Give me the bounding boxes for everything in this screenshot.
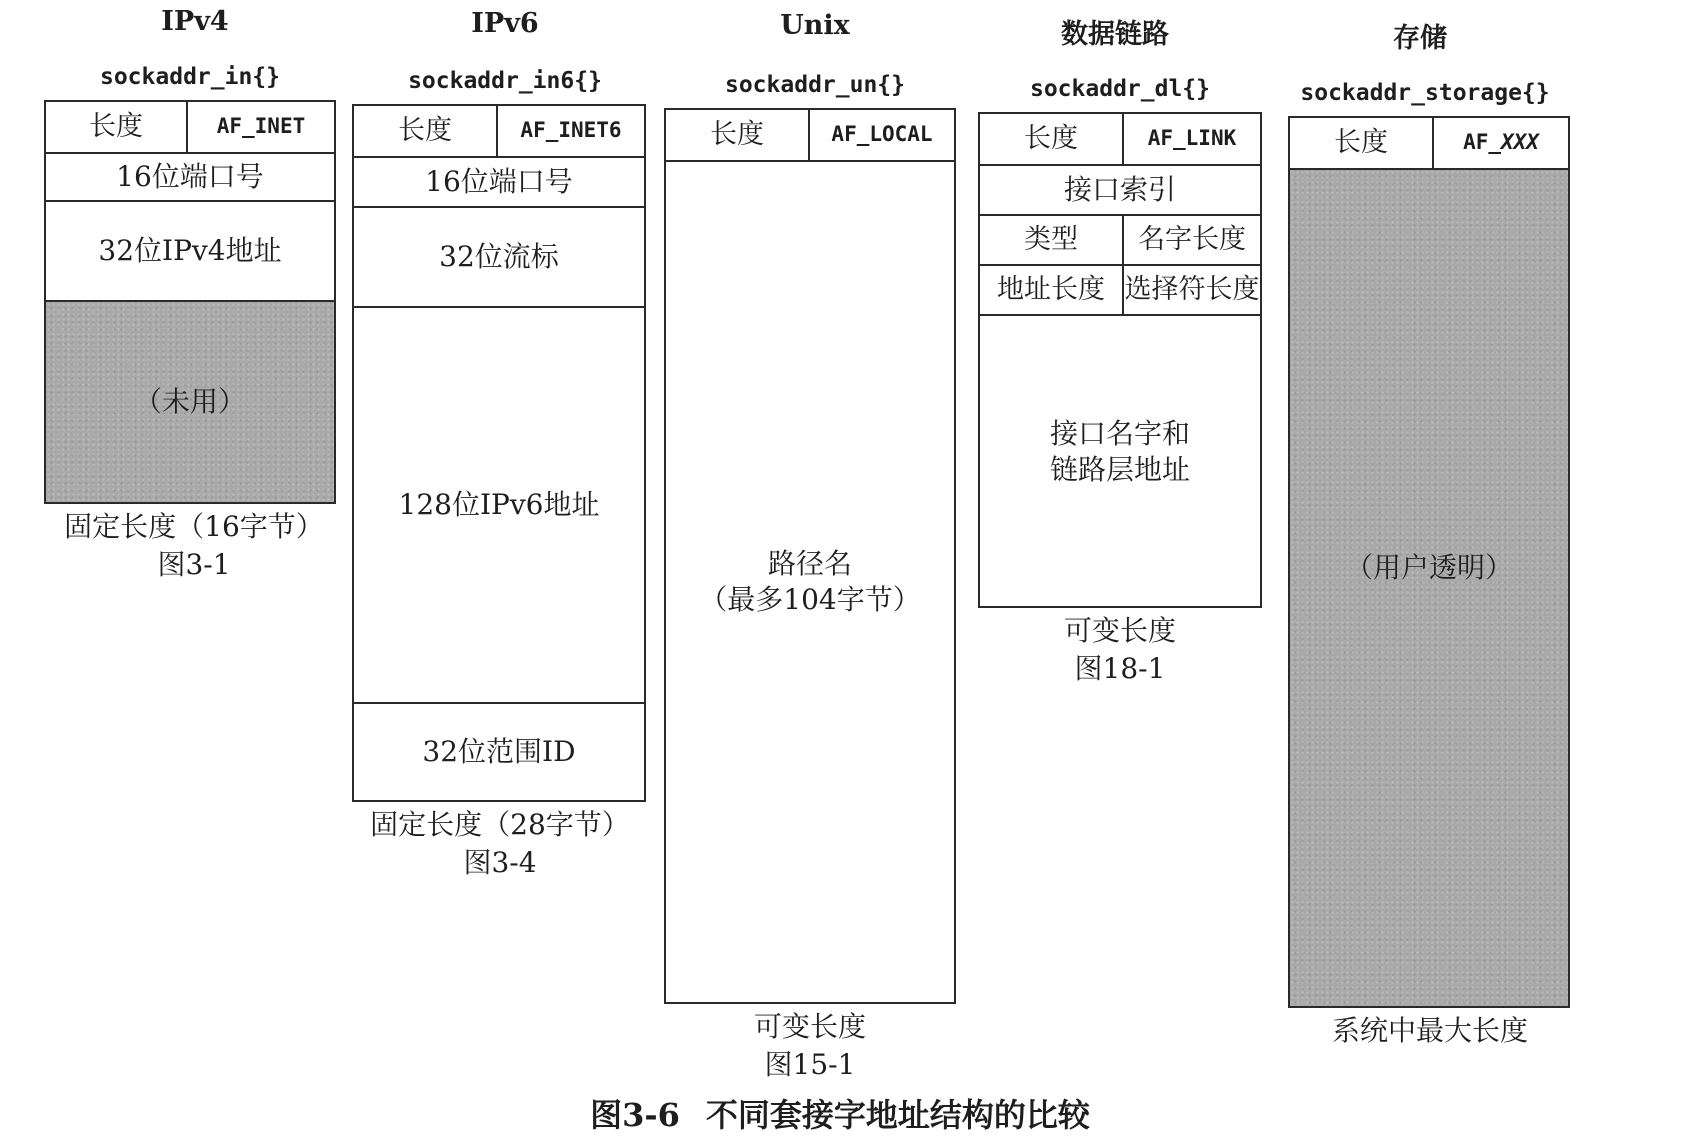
name-length-field: 名字长度 [1122,216,1260,264]
length-field: 长度 [89,111,143,143]
pathname-max-length: （最多104字节） [699,583,921,616]
family-field [1432,118,1568,168]
family-title-ipv4: IPv4 [161,6,229,37]
address-field: 128位IPv6地址 [354,306,644,702]
caption-size: 固定长度（28字节） [370,808,630,841]
name-and-address-line-1: 接口名字和 [1049,417,1190,450]
figure-number: 图3-6 [590,1096,680,1134]
length-field: 长度 [398,115,452,147]
length-field: 长度 [1334,127,1388,159]
struct-box-ipv4 [44,100,336,504]
name-and-address-field [980,314,1260,606]
family-title-storage: 存储 [1393,23,1447,54]
caption-size: 可变长度 [753,1010,866,1043]
struct-box-ipv6 [352,104,646,802]
caption-datalink [960,612,1280,688]
caption-figure-ref: 图3-1 [157,548,231,581]
pathname-field [666,160,954,1002]
struct-name-sockaddr-un: sockaddr_un{} [724,72,905,98]
family-prefix: AF_ [1463,130,1501,155]
caption-unix [650,1008,970,1084]
unused-field: （未用） [46,300,334,502]
caption-storage [1270,1012,1590,1050]
struct-box-datalink [978,112,1262,608]
header-row [354,106,644,156]
interface-index-field: 接口索引 [980,164,1260,214]
length-field: 长度 [1024,123,1078,155]
caption-ipv6 [340,806,660,882]
family-title-ipv6: IPv6 [471,8,539,39]
struct-box-storage [1288,116,1570,1008]
family-placeholder: XXX [1501,130,1539,155]
length-field: 长度 [710,119,764,151]
family-field: AF_LOCAL [808,110,954,160]
port-field: 16位端口号 [354,156,644,206]
port-field: 16位端口号 [46,152,334,200]
caption-size: 系统中最大长度 [1331,1014,1528,1047]
address-field: 32位IPv4地址 [46,200,334,300]
figure-title: 不同套接字地址结构的比较 [705,1096,1090,1134]
struct-name-sockaddr-storage: sockaddr_storage{} [1300,80,1550,106]
header-row [666,110,954,160]
struct-name-sockaddr-in: sockaddr_in{} [99,64,280,90]
family-field: AF_INET [186,102,334,152]
caption-size: 可变长度 [1063,614,1176,647]
struct-name-sockaddr-in6: sockaddr_in6{} [408,68,602,94]
caption-figure-ref: 图18-1 [1074,652,1166,685]
type-field: 类型 [1024,224,1078,256]
caption-size: 固定长度（16字节） [64,510,324,543]
type-namelen-row [980,214,1260,264]
caption-ipv4 [34,508,354,584]
flowlabel-field: 32位流标 [354,206,644,306]
address-length-field: 地址长度 [997,274,1105,306]
header-row [1290,118,1568,168]
caption-figure-ref: 图15-1 [764,1048,856,1081]
family-field: AF_INET6 [496,106,644,156]
pathname-label: 路径名 [767,546,852,580]
selector-length-field: 选择符长度 [1122,266,1260,314]
struct-box-unix [664,108,956,1004]
struct-name-sockaddr-dl: sockaddr_dl{} [1029,76,1210,102]
name-and-address-line-2: 链路层地址 [1049,453,1190,487]
caption-figure-ref: 图3-4 [463,846,537,879]
header-row [46,102,334,152]
family-title-unix: Unix [780,10,850,41]
figure-caption [420,1090,1260,1136]
scope-id-field: 32位范围ID [354,702,644,800]
addrlen-sellen-row [980,264,1260,314]
family-field: AF_LINK [1122,114,1260,164]
header-row [980,114,1260,164]
family-title-datalink: 数据链路 [1061,19,1169,50]
opaque-field: （用户透明） [1290,168,1568,1006]
